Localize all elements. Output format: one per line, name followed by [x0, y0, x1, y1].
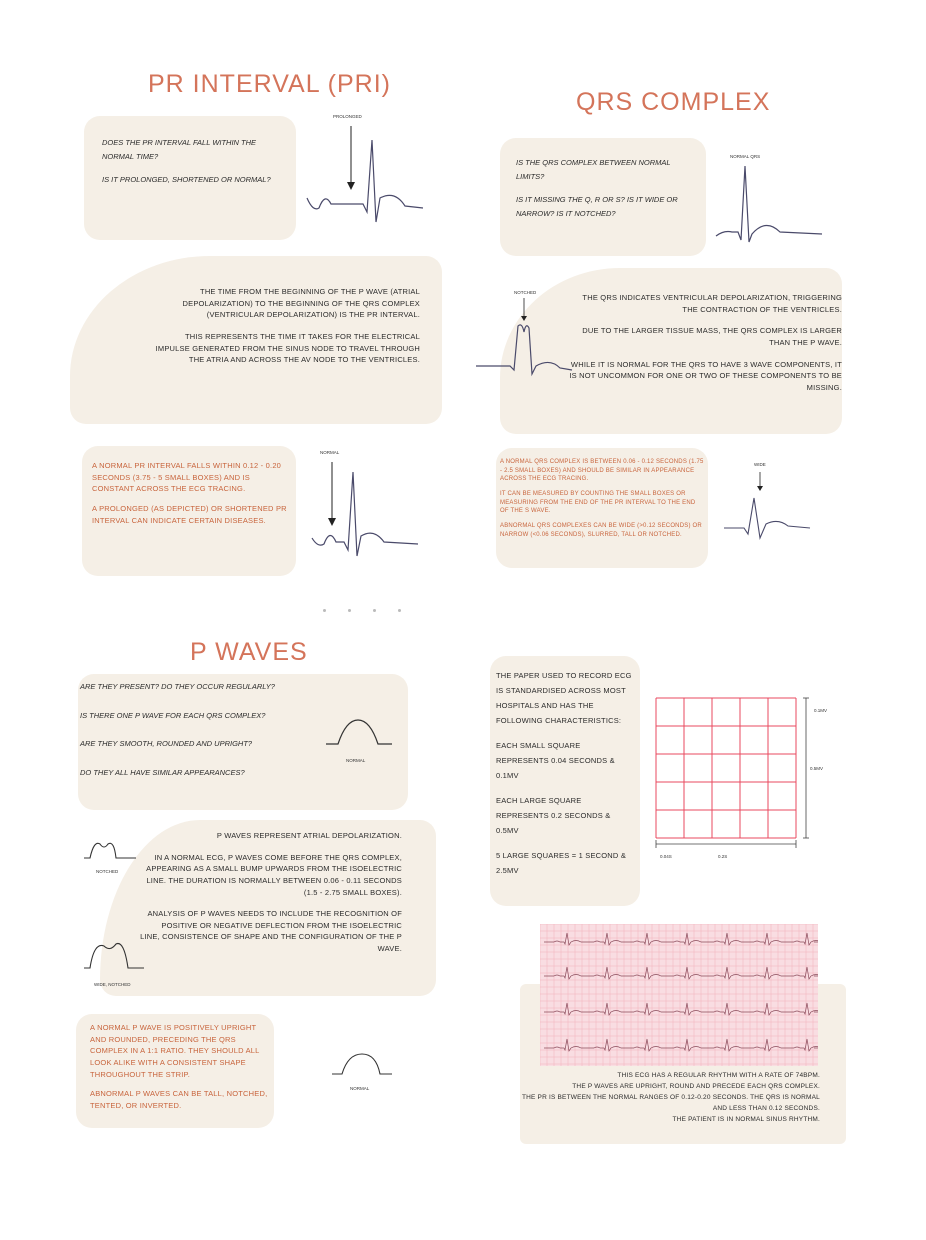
qrs-desc-1: THE QRS INDICATES VENTRICULAR DEPOLARIZATION, TRIGGERING THE CONTRACTION OF THE VENTRICLES.: [582, 293, 842, 314]
qrs-note-2: IT CAN BE MEASURED BY COUNTING THE SMALL BOXES OR MEASURING FROM THE END OF THE PR INTERVAL TO THE END OF THE S WAVE.: [500, 491, 696, 515]
pw-desc-1: P WAVES REPRESENT ATRIAL DEPOLARIZATION.: [216, 831, 402, 840]
pri-note: [92, 460, 292, 526]
pw-fig1-label: NORMAL: [346, 758, 366, 763]
pw-notched-pwave-figure: [82, 836, 138, 866]
pri-title: PR INTERVAL (PRI): [148, 70, 391, 98]
pri-note-2: A PROLONGED (AS DEPICTED) OR SHORTENED PR INTERVAL CAN INDICATE CERTAIN DISEASES.: [92, 503, 287, 525]
pri-desc-2: THIS REPRESENTS THE TIME IT TAKES FOR THE ELECTRICAL IMPULSE GENERATED FROM THE SINUS NODE TO TRAVEL THROUGH THE ATRIA AND ACROSS THE AV NODE TO THE VENTRICLES.: [155, 331, 420, 365]
pw-question-3: ARE THEY SMOOTH, ROUNDED AND UPRIGHT?: [80, 739, 253, 748]
strip-caption: [520, 1070, 820, 1125]
paper-text-1: THE PAPER USED TO RECORD ECG IS STANDARDISED ACROSS MOST HOSPITALS AND HAS THE FOLLOWING CHARACTERISTICS:: [496, 671, 632, 725]
qrs-note-3: ABNORMAL QRS COMPLEXES CAN BE WIDE (>0.12 SECONDS) OR NARROW (<0.06 SECONDS), SLURRED, TALL OR NOTCHED.: [500, 523, 702, 538]
paper-label-bottom-1: 0.04S: [660, 854, 672, 859]
pw-normal-pwave-figure: [324, 716, 394, 752]
pri-note-1: A NORMAL PR INTERVAL FALLS WITHIN 0.12 - 0.20 SECONDS (3.75 - 5 SMALL BOXES) AND IS CONSTANT ACROSS THE ECG TRACING.: [92, 461, 282, 494]
qrs-desc-3: WHILE IT IS NORMAL FOR THE QRS TO HAVE 3 WAVE COMPONENTS, IT IS NOT UNCOMMON FOR ONE OR TWO OF THESE COMPONENTS TO BE MISSING.: [569, 359, 842, 392]
qrs-notched-ecg-figure: [474, 296, 574, 386]
pw-desc-3: ANALYSIS OF P WAVES NEEDS TO INCLUDE THE RECOGNITION OF POSITIVE OR NEGATIVE DEFLECTION FROM THE ISOELECTRIC LINE, CONSISTENCE OF SHAPE AND THE CONFIGURATION OF THE P WAVE.: [140, 909, 402, 953]
pw-question-2: IS THERE ONE P WAVE FOR EACH QRS COMPLEX?: [80, 710, 266, 720]
pri-fig1-label: PROLONGED: [333, 114, 362, 119]
pw-wide-notched-pwave-figure: [82, 936, 146, 976]
qrs-wide-ecg-figure: [722, 468, 812, 548]
pw-note: [90, 1022, 270, 1111]
pw-fig2-label: NOTCHED: [96, 869, 119, 874]
strip-caption-3: THE PR IS BETWEEN THE NORMAL RANGES OF 0.12-0.20 SECONDS. THE QRS IS NORMAL AND LESS THAN 0.12 SECONDS.: [521, 1094, 820, 1113]
qrs-desc-2: DUE TO THE LARGER TISSUE MASS, THE QRS COMPLEX IS LARGER THAN THE P WAVE.: [582, 326, 842, 347]
pri-prolonged-ecg-figure: [305, 120, 425, 230]
paper-text-2: EACH SMALL SQUARE REPRESENTS 0.04 SECONDS & 0.1MV: [496, 741, 615, 780]
pri-desc-1: THE TIME FROM THE BEGINNING OF THE P WAVE (ATRIAL DEPOLARIZATION) TO THE BEGINNING OF THE QRS COMPLEX (VENTRICULAR DEPOLARIZATION) IS THE PR INTERVAL.: [182, 287, 420, 320]
strip-caption-4: THE PATIENT IS IN NORMAL SINUS RHYTHM.: [672, 1116, 820, 1124]
ecg-paper-grid: [650, 692, 810, 852]
qrs-fig3-label: WIDE: [754, 462, 766, 467]
pri-question-2: IS IT PROLONGED, SHORTENED OR NORMAL?: [102, 175, 271, 184]
paper-text-3: EACH LARGE SQUARE REPRESENTS 0.2 SECONDS & 0.5MV: [496, 796, 611, 835]
pri-normal-ecg-figure: [310, 458, 420, 568]
strip-caption-1: THIS ECG HAS A REGULAR RHYTHM WITH A RATE OF 74BPM.: [617, 1072, 820, 1079]
qrs-title: QRS COMPLEX: [576, 88, 771, 116]
pw-question-1: ARE THEY PRESENT? DO THEY OCCUR REGULARLY?: [80, 682, 275, 691]
qrs-fig1-label: NORMAL QRS: [730, 154, 761, 159]
pw-description: [140, 830, 402, 955]
paper-text-4: 5 LARGE SQUARES = 1 SECOND & 2.5MV: [496, 851, 627, 875]
pw-fig3-label: WIDE, NOTCHED: [94, 982, 131, 987]
qrs-description: [566, 292, 842, 393]
pw-normal-pwave-figure-2: [330, 1050, 394, 1080]
pw-note-2: ABNORMAL P WAVES CAN BE TALL, NOTCHED, TENTED, OR INVERTED.: [90, 1089, 268, 1110]
paper-label-right-2: 0.5MV: [810, 766, 824, 771]
pw-desc-2: IN A NORMAL ECG, P WAVES COME BEFORE THE QRS COMPLEX, APPEARING AS A SMALL BUMP UPWARDS FROM THE ISOELECTRIC LINE. THE DURATION IS NORMALLY BETWEEN 0.06 - 0.11 SECONDS (1.5 - 2.75 SMALL BOXES).: [146, 852, 402, 897]
pw-question-4: DO THEY ALL HAVE SIMILAR APPEARANCES?: [80, 767, 245, 777]
paper-label-bottom-2: 0.2S: [718, 854, 728, 859]
pw-questions: [80, 682, 316, 778]
pri-fig2-label: NORMAL: [320, 450, 340, 455]
qrs-question-2: IS IT MISSING THE Q, R OR S? IS IT WIDE OR NARROW? IS IT NOTCHED?: [516, 195, 678, 218]
qrs-note-1: A NORMAL QRS COMPLEX IS BETWEEN 0.06 - 0.12 SECONDS (1.75 - 2.5 SMALL BOXES) AND SHOULD BE SIMILAR IN APPEARANCE ACROSS THE ECG TRACING.: [500, 459, 704, 483]
pw-title: P WAVES: [190, 638, 308, 666]
pw-note-1: A NORMAL P WAVE IS POSITIVELY UPRIGHT AND ROUNDED, PRECEDING THE QRS COMPLEX IN A 1:1 RATIO. THEY SHOULD ALL LOOK ALIKE WITH A CONSISTENT SHAPE THROUGHOUT THE STRIP.: [90, 1023, 260, 1079]
qrs-note: [500, 458, 706, 540]
pri-questions: [102, 136, 282, 187]
paper-label-right-1: 0.1MV: [814, 708, 828, 713]
strip-caption-2: THE P WAVES ARE UPRIGHT, ROUND AND PRECEDE EACH QRS COMPLEX.: [572, 1083, 820, 1091]
pw-fig4-label: NORMAL: [350, 1086, 370, 1091]
ecg-strip: [540, 924, 818, 1066]
qrs-questions: [516, 156, 696, 220]
qrs-normal-ecg-figure: [714, 160, 824, 250]
pri-description: [150, 286, 420, 366]
paper-text: [496, 668, 634, 878]
pri-question-1: DOES THE PR INTERVAL FALL WITHIN THE NORMAL TIME?: [102, 138, 257, 161]
qrs-fig2-label: NOTCHED: [514, 290, 537, 295]
page-break-dots: [323, 599, 423, 617]
qrs-question-1: IS THE QRS COMPLEX BETWEEN NORMAL LIMITS?: [516, 158, 671, 181]
